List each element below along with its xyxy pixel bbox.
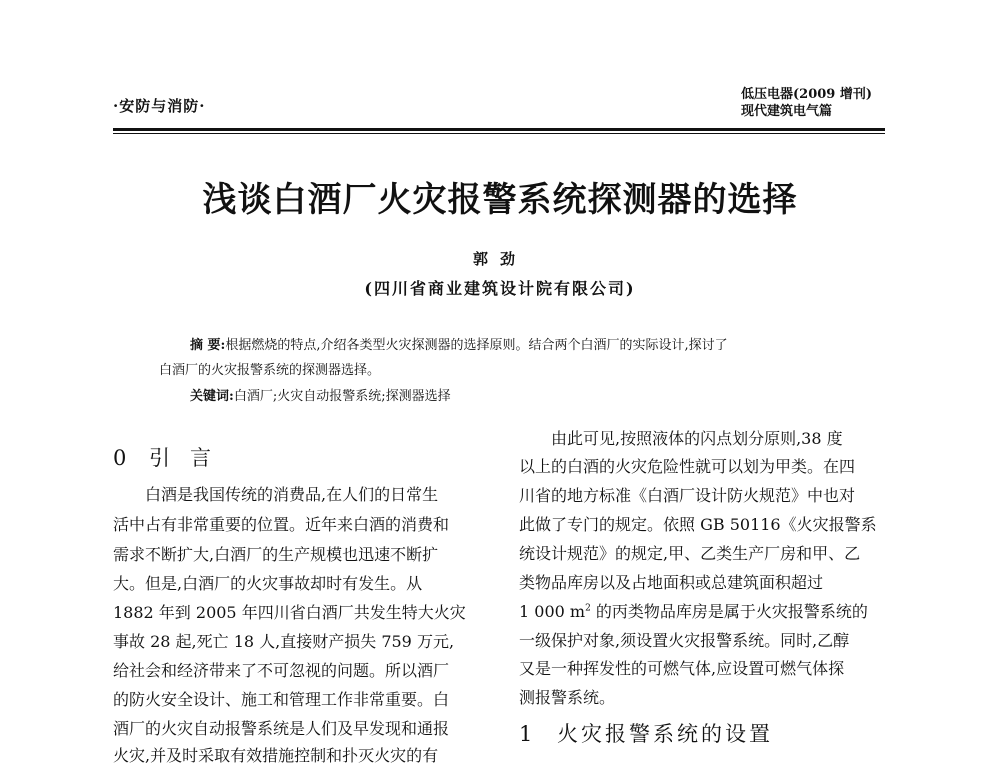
body-line: 大。但是,白酒厂的火灾事故却时有发生。从 — [113, 574, 423, 593]
section-0-heading — [113, 442, 231, 472]
body-line: 的防火安全设计、施工和管理工作非常重要。白 — [113, 690, 450, 709]
journal-info — [741, 86, 872, 120]
body-line: 活中占有非常重要的位置。近年来白酒的消费和 — [113, 515, 450, 534]
header-rule-thick — [113, 128, 885, 131]
keywords-text: 白酒厂;火灾自动报警系统;探测器选择 — [233, 389, 451, 404]
section-0-number: 0 — [113, 446, 127, 470]
body-line: 统设计规范》的规定,甲、乙类生产厂房和甲、乙 — [519, 544, 861, 563]
body-line: 事故 28 起,死亡 18 人,直接财产损失 759 万元, — [113, 632, 455, 651]
page-title: 浅谈白酒厂火灾报警系统探测器的选择 — [202, 180, 798, 220]
keywords — [190, 385, 451, 404]
area-superscript: 2 — [585, 603, 591, 614]
body-line: 火灾,并及时采取有效措施控制和扑灭火灾的有 — [113, 746, 439, 765]
author: 郭劲 — [472, 250, 527, 268]
section-0-title: 引言 — [149, 446, 231, 470]
body-line: 一级保护对象,须设置火灾报警系统。同时,乙醇 — [519, 631, 850, 650]
body-line: 白酒是我国传统的消费品,在人们的日常生 — [145, 485, 439, 504]
body-line: 需求不断扩大,白酒厂的生产规模也迅速不断扩 — [113, 545, 439, 564]
body-line: 酒厂的火灾自动报警系统是人们及早发现和通报 — [113, 719, 450, 738]
journal-line-1: 低压电器(2009 增刊) — [741, 87, 873, 102]
section-tag: ·安防与消防· — [113, 97, 206, 115]
body-line: 此做了专门的规定。依照 GB 50116《火灾报警系 — [519, 515, 877, 534]
body-line — [519, 599, 868, 622]
body-line-rest: 的丙类物品库房是属于火灾报警系统的 — [590, 602, 868, 621]
body-line: 测报警系统。 — [519, 688, 616, 707]
abstract-line-2: 白酒厂的火灾报警系统的探测器选择。 — [159, 363, 381, 378]
keywords-label: 关键词: — [190, 389, 234, 404]
section-1-number: 1 — [519, 722, 533, 746]
abstract-line-1: 根据燃烧的特点,介绍各类型火灾探测器的选择原则。结合两个白酒厂的实际设计,探讨了 — [225, 338, 728, 353]
abstract — [190, 334, 728, 353]
body-line: 1882 年到 2005 年四川省白酒厂共发生特大火灾 — [113, 603, 466, 622]
body-line: 由此可见,按照液体的闪点划分原则,38 度 — [551, 429, 843, 448]
body-line: 给社会和经济带来了不可忽视的问题。所以酒厂 — [113, 661, 450, 680]
body-line: 又是一种挥发性的可燃气体,应设置可燃气体探 — [519, 659, 845, 678]
section-1-heading — [519, 718, 773, 748]
area-value: 1 000 m — [519, 602, 586, 621]
header-rule-thin — [113, 133, 885, 134]
body-line: 川省的地方标准《白酒厂设计防火规范》中也对 — [519, 486, 856, 505]
abstract-label: 摘 要: — [190, 338, 226, 353]
journal-line-2: 现代建筑电气篇 — [741, 104, 833, 119]
affiliation: (四川省商业建筑设计院有限公司) — [364, 279, 636, 298]
body-line: 类物品库房以及占地面积或总建筑面积超过 — [519, 573, 824, 592]
section-1-title: 火灾报警系统的设置 — [557, 722, 773, 746]
body-line: 以上的白酒的火灾危险性就可以划为甲类。在四 — [519, 457, 856, 476]
